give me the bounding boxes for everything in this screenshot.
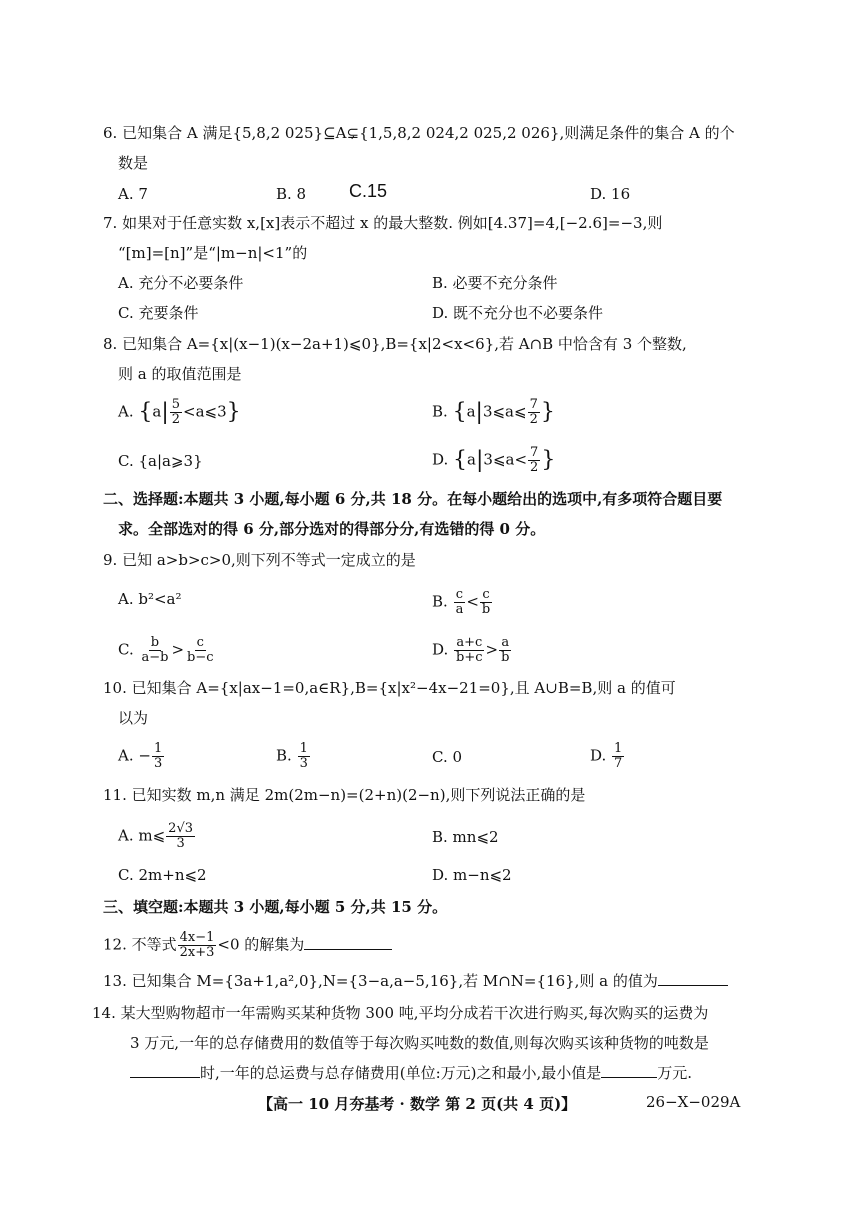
q14-answer-blank-1[interactable] bbox=[130, 1063, 200, 1078]
q14-stem-line1: 14. 某大型购物超市一年需购买某种货物 300 吨,平均分成若干次进行购买,每次购买的运费为 bbox=[92, 1004, 709, 1022]
q10-option-c: C. 0 bbox=[432, 748, 463, 766]
section2-heading-line2: 求。全部选对的得 6 分,部分选对的得部分分,有选错的得 0 分。 bbox=[118, 520, 546, 538]
q13-answer-blank[interactable] bbox=[658, 971, 728, 986]
q14-stem-line2: 3 万元,一年的总存储费用的数值等于每次购买吨数的数值,则每次购买该种货物的吨数是 bbox=[130, 1034, 709, 1052]
q9-option-c: C. $\frac{b}{a-b}$ > $\frac{c}{b-c}$ bbox=[118, 635, 214, 665]
q7-option-d: D. 既不充分也不必要条件 bbox=[432, 304, 604, 322]
footer-title: 【高一 10 月夯基考 · 数学 第 2 页(共 4 页)】 bbox=[258, 1095, 577, 1113]
q8-option-b: B. {a|3⩽a⩽ $\frac{7}{2}$ } bbox=[432, 397, 555, 427]
q7-option-a: A. 充分不必要条件 bbox=[118, 274, 244, 292]
q8-option-c: C. {a|a⩾3} bbox=[118, 452, 203, 470]
q10-stem-line1: 10. 已知集合 A={x|ax−1=0,a∈R},B={x|x²−4x−21=0},且 A∪B=B,则 a 的值可 bbox=[103, 679, 676, 697]
q11-option-c: C. 2m+n⩽2 bbox=[118, 866, 207, 884]
q8-b-fraction: $\frac{7}{2}$ bbox=[529, 397, 538, 427]
q10-option-b: B. $\frac{1}{3}$ bbox=[276, 741, 308, 771]
q7-option-c: C. 充要条件 bbox=[118, 304, 199, 322]
q12-stem: 12. 不等式 $\frac{4x-1}{2x+3}$ <0 的解集为 bbox=[103, 931, 392, 960]
section3-heading: 三、填空题:本题共 3 小题,每小题 5 分,共 15 分。 bbox=[103, 898, 448, 916]
section2-heading-line1: 二、选择题:本题共 3 小题,每小题 6 分,共 18 分。在每小题给出的选项中,有多项符合题目要 bbox=[103, 490, 723, 508]
q8-a-fraction: $\frac{5}{2}$ bbox=[171, 397, 181, 427]
q10-stem-line2: 以为 bbox=[118, 709, 149, 727]
q8-option-d: D. {a|3⩽a< $\frac{7}{2}$ } bbox=[432, 445, 556, 475]
q7-stem-line2: “[m]=[n]”是“|m−n|<1”的 bbox=[118, 244, 308, 262]
q10-option-d: D. $\frac{1}{7}$ bbox=[590, 741, 623, 771]
q9-option-a: A. b²<a² bbox=[118, 590, 182, 608]
q11-option-a: A. m⩽ $\frac{2√3}{3}$ bbox=[118, 821, 193, 851]
q6-option-d: D. 16 bbox=[590, 185, 631, 203]
q13-stem: 13. 已知集合 M={3a+1,a²,0},N={3−a,a−5,16},若 M∩N={16},则 a 的值为 bbox=[103, 970, 728, 992]
q9-option-d: D. $\frac{a+c}{b+c}$ > $\frac{a}{b}$ bbox=[432, 635, 510, 665]
q9-option-b: B. $\frac{c}{a}$ < $\frac{c}{b}$ bbox=[432, 587, 491, 617]
q8-stem-line1: 8. 已知集合 A={x|(x−1)(x−2a+1)⩽0},B={x|2<x<6},若 A∩B 中恰含有 3 个整数, bbox=[103, 335, 687, 353]
q6-option-b: B. 8 bbox=[276, 185, 307, 203]
q7-stem-line1: 7. 如果对于任意实数 x,[x]表示不超过 x 的最大整数. 例如[4.37]=4,[−2.6]=−3,则 bbox=[103, 214, 663, 232]
q11-option-d: D. m−n⩽2 bbox=[432, 866, 512, 884]
q6-option-c: C.15 bbox=[349, 181, 388, 201]
q8-d-fraction: $\frac{7}{2}$ bbox=[530, 445, 539, 475]
q8-stem-line2: 则 a 的取值范围是 bbox=[118, 365, 242, 383]
q6-stem-line2: 数是 bbox=[118, 154, 149, 172]
q6-option-a: A. 7 bbox=[118, 185, 148, 203]
q10-option-a: A. − $\frac{1}{3}$ bbox=[118, 741, 163, 771]
q8-option-a: A. {a| $\frac{5}{2}$ <a⩽3} bbox=[118, 397, 241, 427]
footer-code: 26−X−029A bbox=[646, 1093, 741, 1111]
q14-answer-blank-2[interactable] bbox=[601, 1063, 657, 1078]
q11-stem: 11. 已知实数 m,n 满足 2m(2m−n)=(2+n)(2−n),则下列说法正确的是 bbox=[103, 786, 586, 804]
q9-stem: 9. 已知 a>b>c>0,则下列不等式一定成立的是 bbox=[103, 551, 416, 569]
q11-option-b: B. mn⩽2 bbox=[432, 828, 499, 846]
q12-answer-blank[interactable] bbox=[304, 935, 392, 950]
q6-stem-line1: 6. 已知集合 A 满足{5,8,2 025}⊆A⊊{1,5,8,2 024,2 025,2 026},则满足条件的集合 A 的个 bbox=[103, 124, 735, 142]
q14-stem-line3: 时,一年的总运费与总存储费用(单位:万元)之和最小,最小值是 万元. bbox=[130, 1062, 692, 1084]
q7-option-b: B. 必要不充分条件 bbox=[432, 274, 558, 292]
